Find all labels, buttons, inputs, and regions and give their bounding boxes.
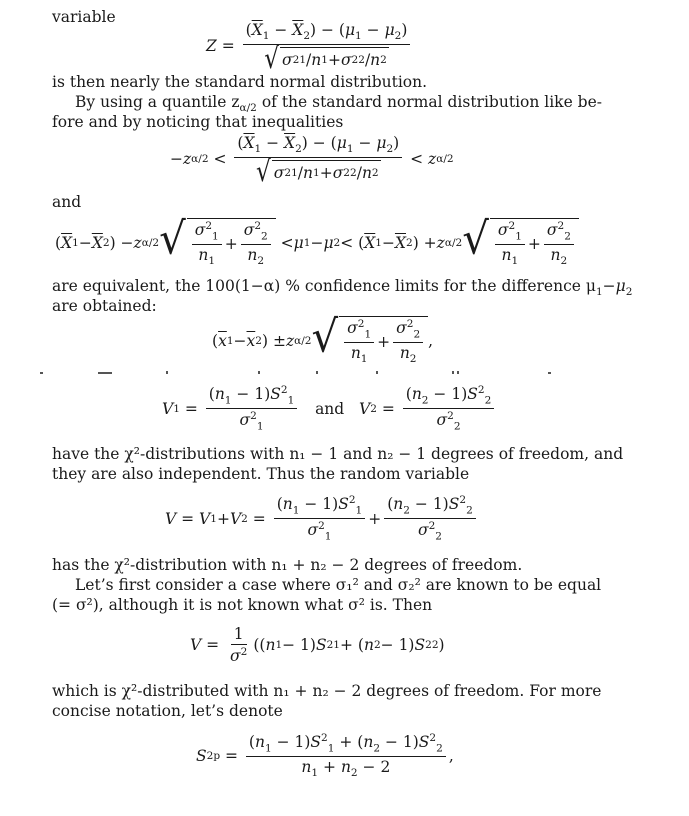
text-inequalities: fore and by noticing that inequalities xyxy=(52,113,344,131)
and-word: and xyxy=(315,399,345,418)
equation-v-pooled: V = $\frac{1}{\sigma^2}$ (( n 1 − 1) S 2 1 + ( n 2 − 1) S 2 2 ) xyxy=(190,625,445,666)
equation-confidence-limits: ( $\overline{x}$ 1 − $\overline{x}$ 2 ) ± z α/2 √ $\frac{\sigma^2_1}{n_1}$ + $\frac{\sigma^2_2}{n_2}$ , xyxy=(212,310,434,366)
equation-v1-v2: V 1 = $\frac{(n_1 - 1)S^2_1}{\sigma^2_1}$ and V 2 = $\frac{(n_2 - 1)S^2_2}{\sigma^2_2}$ xyxy=(162,385,497,433)
equation-equivalent-inequality: ( $\overline{X}$ 1 − $\overline{X}$ 2 ) − z α/2 √ $\frac{\sigma^2_1}{n_1}$ + $\frac{\sigma^2_2}{n_2}$ < μ 1 − μ 2 < ( $\overline{X}$ 1 − $\overline{X}$ 2 ) + z α/2 √ $\frac{\sigma^2_1}{n_1}$ + $\frac{\sigma^2_2}{n_2}$ xyxy=(55,218,579,267)
text-quantile: By using a quantile $z_{\alpha/2}$ of the standard normal distribution like be- xyxy=(75,93,603,115)
equation-inequality: − z α/2 < $(\overline{X}_1 - \overline{X}_2) - (\mu_1 - \mu_2)$ √ σ 2 1 / n 1 + σ 2 2 / n 2 < z α/2 xyxy=(170,134,454,189)
equation-z: Z = $(\overline{X}_1 - \overline{X}_2) - (\mu_1 - \mu_2)$ √ σ 2 1 / n 1 + σ 2 2 / n 2 xyxy=(206,22,413,70)
scan-artifact-marks xyxy=(0,370,689,376)
text-consider-case: Let’s first consider a case where σ₁² and σ₂² are known to be equal xyxy=(75,576,602,594)
text-standard-normal: is then nearly the standard normal distribution. xyxy=(52,73,428,91)
text-sigma-equal: (= σ²), although it is not known what σ² is. Then xyxy=(52,596,433,614)
equation-pooled-variance: S 2 p = $\frac{(n_1 - 1)S^2_1 + (n_2 - 1)S^2_2}{n_1 + n_2 - 2}$ , xyxy=(196,732,454,780)
equation-v-sum: V = V 1 + V 2 = $\frac{(n_1 - 1)S^2_1}{\sigma^2_1}$ + $\frac{(n_2 - 1)S^2_2}{\sigma^2_2}$ xyxy=(165,495,479,543)
text-chi-distributed: which is χ²-distributed with n₁ + n₂ − 2 degrees of freedom. For more xyxy=(52,682,602,700)
text-degrees-freedom: has the χ²-distribution with n₁ + n₂ − 2 degrees of freedom. xyxy=(52,556,523,574)
text-independent: they are also independent. Thus the random variable xyxy=(52,465,470,483)
text-variable: variable xyxy=(52,8,116,26)
text-equivalent: are equivalent, the 100(1−α) % confidence limits for the difference $\mu_1-\mu_2$ xyxy=(52,277,633,299)
text-and: and xyxy=(52,193,82,211)
text-obtained: are obtained: xyxy=(52,297,157,315)
text-concise-notation: concise notation, let’s denote xyxy=(52,702,283,720)
text-chi-squared: have the χ²-distributions with n₁ − 1 and n₂ − 1 degrees of freedom, and xyxy=(52,445,624,463)
